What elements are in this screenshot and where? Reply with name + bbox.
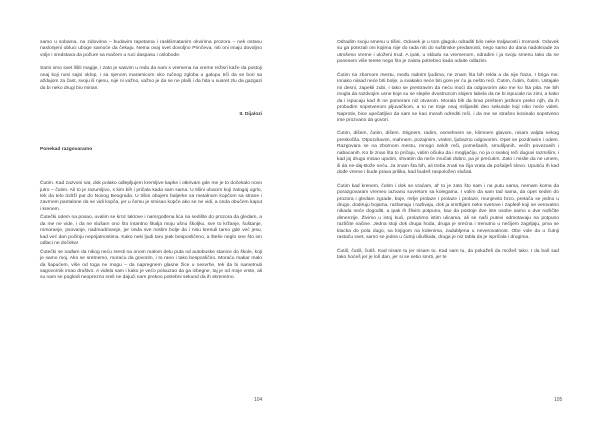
left-page-text <box>40 40 262 284</box>
page-number-left: 104 <box>254 397 263 403</box>
left-paragraph-4: Čutečki odem na posao, uvalim se kroz laktove i namrgođena lica na sedište do prozora da gledam, a da me ne vide, i da ne slušam ono što intantno škalja moju ušnu školjku, sve to kržanje, šuštanje, romoranje, psovanje, nadmudrivanje, jer onda sve mislim bolje da i nisu krenuli tamo gde već jesu, kad već dan počinju nepriјatnostima. Kako neki ljudi taru jeak besposličeno, a šteše neglo one što ion odlaci ne dočeka! <box>40 215 262 247</box>
chapter-heading: II. Dijalozi <box>239 112 262 118</box>
right-paragraph-5: Čutiš, čutiš, čutiš. Kad nisam tu jer nisam tu. Kad sam tu, da pokažeš da možeš tako. I da baš sad tako hoćeš jer je loš dan, jer si se setio smrti, jer te <box>337 248 559 261</box>
left-paragraph-5: Čutečki se nađam da nikog neću sresti na onom malom delu puta od autobuske stanice do škole, koji je samo moj. Ako se sretnemo, moraću da govorim, i to rano i tako besposlično. Moraću makar malo da šapućem, više od toga ne mogu – da napregnem glasne žice u nesvrhe, tek da bi nametnuti sagovornik imao društvo. A videla sam i kako je većo poluuzao da ga izbegne, taj je od moje vrste, ali su nam se pogledi neoprezno sreli ne dajući nam prekoo potrebni sekund da ih skrenemo. <box>40 249 262 281</box>
right-paragraph-2: Čutim na zbornom mestu, među radnim ljudima, ne znam šta bih rekla a da nije fraza. I briga me. Ionako niisad neće biti bolje, a svakako neće biti gore jer ću ja nešto reći. Čutim, čutim, čutim. Ustajale mi desni, zapekli zubi, i tako se prestravim da neću moći da odgovorim ako me ko šta pita. Ne bih mogla da razdvojim usne koje su se slepile dvostruzom slojem labela da ne bi ispucale na zimi, a kako da i ispucaju kad ih ne pomeram niz otvarom. Morala bih da brao preštem jezikom preko njih, da ih probudim sopstvenom pljuvačkom, a to ne traje onaj milijarditi deo sekunde koji niko neće videti. Naprotiv, bice upečatljivo da sam se kao morah odrediti reči, i da me se strašno kosinalo sopstveno ime prozvano da govori. <box>337 72 559 123</box>
right-page-text <box>337 40 559 269</box>
section-subheading: Ponekad razgovaramo <box>40 146 93 152</box>
right-paragraph-3: Čutim, dišem, čutim, dišem. Stignem, radim, osmehnem se, klimnem glavom, nisam valjda nekog preskočila. Otpozdravim, mahnem, pozajmim, vratim, ljubazno odgovorim. Opet se pozdravim i odem. Razgovara se na zbornom mestu, mnogo nekih reči, pomešanih, smušljanih, većih povezanih i nabacanih. Ko bi znao šta to pričaju, vidim očiuku da i mogljačiju, no ja o svakoj reči duguvi razmišim, i kad joj drugu misao uputim, shvatim da neće zvučati dobro, pa je prećutim. Zato i mislie da ne umem, ili da ne-daj-Bože neću. Ja znam šta bih, ali treba znati na čija vrata da pošalješ slovo. Uputiću ih kad dođe vreme i bude prava prilika, kad budeš raspoložen slušati. <box>337 131 559 176</box>
left-paragraph-3: Čutim. Kad zazvoni sat, dok polako odlepljujem kremljive kapke i otkrivam gde me je to dočekalo novo jutro – čutim. Ali to je razumljivo, s kim bih i pričala kada sam sama. U tišini ubacim koji zalogaj ugrlo, tek da telo izdrži put do Novog Beograda. U tišini obujem baljerke sa metalnom kopčom sa strane i zavrnem pantalone da se vidi kopča, jer u čemu je smisao kopče ako se ne vidi, a onda obučem kaput i krenem. <box>40 181 262 212</box>
right-paragraph-4: Čutim kad krenem, čutim i dok se vraćam, al' to je zato što sam i na putu sama, nemam koma da porazgovaram vremeo iazvanu suvretom sa kolegama. I volim da sam tad sama, da opet sedim do prozora i gledam zgrade, boje, mrlje prolaze i prolaze i prolaze, munjevito brzo, pretaču se jedno u drugo, dodiruju bojama, razlamaju i razlivaju, dok ja smrtlijam neke svetove i zapletě koji se verovatno nikada neće dogoditi, a ipak ih žlivim potpuno, kao da postoje dve iste osobe samo u dve različite dimenzije. Živimo u istoj kući, prolazimo istim ulicama, ali se naši putevi odmotavaju na potpuno različite načine. Jedna stoji dok druga hoda, druga je srećna i trenutno u nečijem zagrljaju, prva se klacka do pola dugo, sa knjigom na kolenima, zadubljena u neverovatnost. Obe vole da u čutnji rastaču svet, samo se jedna u čutnji ušuškala, druga je niz tabla da je ispričala i drugima. <box>337 183 559 241</box>
left-paragraph-2: Sami smo svet lišili magije, i zato je sasvim u redu da nam s vremena na vreme režisri kaže da postoji onaj koji nosi sajni oklop, i sa njenom maramicom oko ručnog zgloba u galopu trči da se bori sa aždajom za čast, svoju ili njenu, nije ni važno, važno je da se ne plaši i da hita u susret zlu da gazgazi da bi neko drugi bio mirian. <box>40 66 262 91</box>
right-page <box>300 0 600 423</box>
right-paragraph-1: Odradim svoju smenu u tišini. Oduvek je u tom glagolu odraditi bilo neke traljavosti i tromosti. Oduvek su ga potezali oni kojima nije do rada niti do suštinske predanosti, nego samo do dana nadoknade za utrošeno vreme i uloženi trud. A ipak, u skladu sa vremenom, odradim i ja svoju smenu tako da ne ponesem više terete nego što je zaista potrebno kada odaite odlazim. <box>337 40 559 65</box>
page-number-right: 105 <box>554 397 563 403</box>
left-paragraph-1: samo u sobama, na zidovima – budavim tapetama i raskliimatanim okvirima prozora – nek ostanu naslonjeni obluci uboge samoće da čekaju. Nema ovaj svet dovoljno Prinčeva, niti oni imaju dovoljno volje i sredstava da požure sa mačem u ruci daspasu i oslobode. <box>40 40 262 58</box>
